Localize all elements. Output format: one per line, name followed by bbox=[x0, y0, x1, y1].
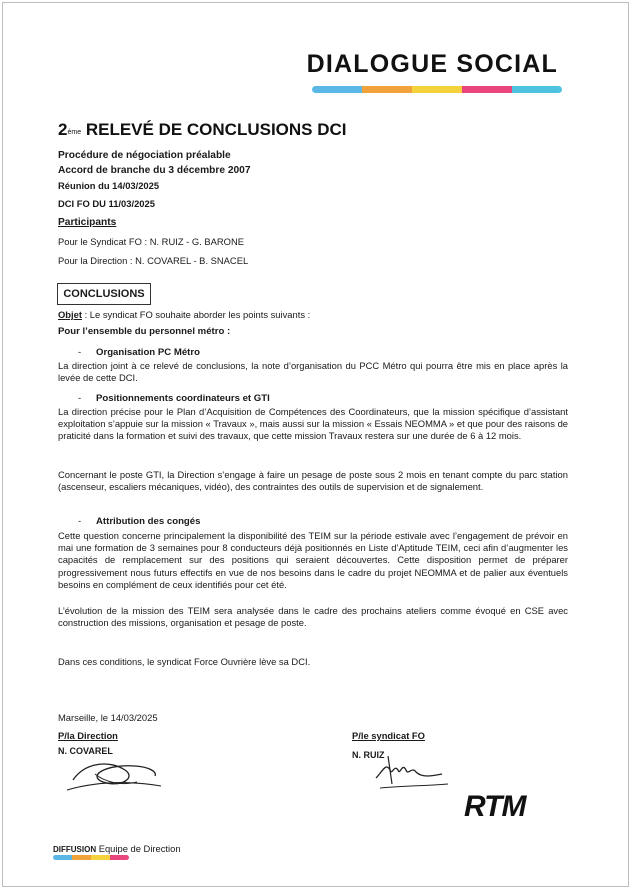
diffusion-value: Equipe de Direction bbox=[98, 843, 181, 854]
stripe-segment bbox=[462, 86, 512, 93]
scope-line: Pour l’ensemble du personnel métro : bbox=[58, 326, 231, 337]
rtm-logo bbox=[462, 788, 572, 822]
section-paragraph: Cette question concerne principalement la disponibilité des TEIM sur la période estivale avec l’engagement de prévoir en mai une formation de 3 semaines pour 8 conducteurs déjà positionnés en Liste d’Aptitude TEIM, ceci afin d’augmenter les capacités de remplacement sur des positions qui seraient découvertes. Cette disposition permet de préparer progressivement nous futurs effectifs en vue de nos besoins dans le cadre du projet NEOMMA et de palier aux éventuels besoins en complément de ceux identifiés pour cet été. bbox=[58, 530, 568, 590]
brand-color-stripe bbox=[312, 86, 562, 93]
place-date: Marseille, le 14/03/2025 bbox=[58, 712, 158, 723]
participants-heading: Participants bbox=[58, 217, 117, 228]
direction-signatory-name: N. COVAREL bbox=[58, 746, 113, 756]
section-heading-text: Attribution des congés bbox=[96, 516, 201, 527]
direction-signatory-label: P/la Direction bbox=[58, 730, 118, 741]
direction-signature bbox=[65, 752, 165, 797]
title-ordinal-suffix: ème bbox=[67, 129, 82, 136]
rtm-logo-text: RTM bbox=[464, 790, 526, 822]
closing-statement: Dans ces conditions, le syndicat Force Ouvrière lève sa DCI. bbox=[58, 656, 311, 667]
section-heading: - Attribution des congés bbox=[78, 516, 201, 527]
objet-label: Objet bbox=[58, 309, 82, 320]
stripe-segment bbox=[53, 855, 72, 860]
fo-signatory-name: N. RUIZ bbox=[352, 750, 385, 760]
section-paragraph: L’évolution de la mission des TEIM sera analysée dans le cadre des prochains ateliers comme évoqué en CSE avec construction des missions, organisation et pesage de poste. bbox=[58, 605, 568, 629]
section-paragraph: La direction joint à ce relevé de conclusions, la note d’organisation du PCC Métro qui pourra être mis en place après la levée de cette DCI. bbox=[58, 360, 568, 384]
reunion-line: Réunion du 14/03/2025 bbox=[58, 180, 160, 191]
stripe-segment bbox=[412, 86, 462, 93]
conclusions-box: CONCLUSIONS bbox=[57, 283, 151, 305]
accord-line: Accord de branche du 3 décembre 2007 bbox=[58, 165, 251, 176]
objet-text: : Le syndicat FO souhaite aborder les points suivants : bbox=[81, 309, 311, 320]
title-ordinal: 2 bbox=[58, 120, 68, 139]
stripe-segment bbox=[362, 86, 412, 93]
dci-reference: DCI FO DU 11/03/2025 bbox=[58, 198, 155, 209]
footer-color-stripe bbox=[53, 855, 129, 860]
stripe-segment bbox=[91, 855, 110, 860]
section-heading: - Positionnements coordinateurs et GTI bbox=[78, 393, 270, 404]
participants-syndicat: Pour le Syndicat FO : N. RUIZ - G. BARONE bbox=[58, 236, 244, 247]
section-heading-text: Positionnements coordinateurs et GTI bbox=[96, 393, 270, 404]
participants-direction: Pour la Direction : N. COVAREL - B. SNACEL bbox=[58, 255, 249, 266]
objet-line bbox=[58, 309, 310, 320]
section-paragraph: Concernant le poste GTI, la Direction s’engage à faire un pesage de poste sous 2 mois en tenant compte du parc station (ascenseur, escaliers mécaniques, vidéo), des contraintes des outils de supervision et de signalement. bbox=[58, 469, 568, 493]
stripe-segment bbox=[312, 86, 362, 93]
fo-signatory-label: P/le syndicat FO bbox=[352, 730, 425, 741]
stripe-segment bbox=[72, 855, 91, 860]
fo-signature bbox=[372, 748, 452, 793]
title-text: RELEVÉ DE CONCLUSIONS DCI bbox=[85, 120, 347, 139]
document-title bbox=[58, 120, 347, 140]
stripe-segment bbox=[512, 86, 562, 93]
section-heading: - Organisation PC Métro bbox=[78, 347, 200, 358]
diffusion-label: DIFFUSION bbox=[53, 845, 97, 854]
stripe-segment bbox=[110, 855, 129, 860]
diffusion-line bbox=[53, 843, 181, 854]
brand-title: DIALOGUE SOCIAL bbox=[306, 50, 558, 78]
procedure-line: Procédure de négociation préalable bbox=[58, 150, 231, 161]
section-heading-text: Organisation PC Métro bbox=[96, 347, 200, 358]
section-paragraph: La direction précise pour le Plan d’Acquisition de Compétences des Coordinateurs, que la mission spécifique d’assistant exploitation s’appuie sur la mission « Travaux », mais aussi sur la mission « Essais NEOMMA » et que pour des raisons de praticité dans la formation et suivi des travaux, que cette mission Travaux restera sur une durée de 6 à 12 mois. bbox=[58, 406, 568, 442]
